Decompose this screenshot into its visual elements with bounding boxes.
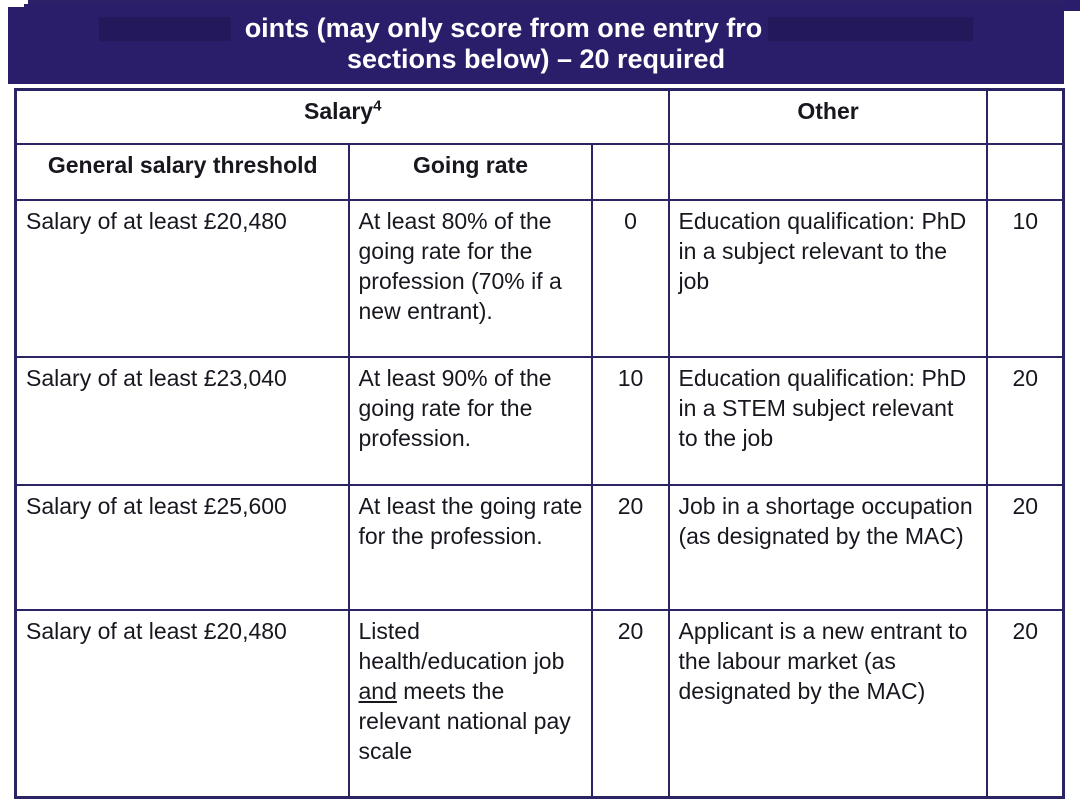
salary-group-header	[16, 90, 669, 144]
salary-points-cell: 10	[592, 357, 669, 485]
empty-header-cell	[987, 90, 1064, 144]
banner-title-text-1: oints (may only score from one entry fro	[244, 13, 763, 43]
scan-white-notch	[0, 0, 24, 7]
banner-line-1	[99, 13, 974, 44]
salary-header-label: Salary	[304, 98, 374, 124]
salary-points-cell: 20	[592, 610, 669, 798]
going-rate-cell: At least 90% of the going rate for the profession.	[349, 357, 592, 485]
banner-title-text-2: sections below) – 20 required	[346, 44, 726, 74]
table-row	[16, 200, 1064, 357]
general-salary-threshold-header: General salary threshold	[16, 144, 349, 200]
other-cell: Applicant is a new entrant to the labour market (as designated by the MAC)	[669, 610, 987, 798]
redacted-text-block	[768, 17, 973, 41]
table-subheader-row	[16, 144, 1064, 200]
going-rate-cell: At least 80% of the going rate for the profession (70% if a new entrant).	[349, 200, 592, 357]
table-group-header-row	[16, 90, 1064, 144]
empty-subheader-cell	[669, 144, 987, 200]
salary-footnote-marker: 4	[373, 97, 382, 115]
empty-subheader-cell	[987, 144, 1064, 200]
empty-subheader-cell	[592, 144, 669, 200]
going-rate-text-after: meets the relevant national pay scale	[358, 677, 571, 764]
section-title-banner	[8, 4, 1064, 84]
other-points-cell: 10	[987, 200, 1064, 357]
redacted-text-block	[99, 17, 231, 41]
other-cell: Education qualification: PhD in a STEM subject relevant to the job	[669, 357, 987, 485]
going-rate-header: Going rate	[349, 144, 592, 200]
salary-cell: Salary of at least £20,480	[16, 200, 349, 357]
salary-cell: Salary of at least £20,480	[16, 610, 349, 798]
salary-cell: Salary of at least £25,600	[16, 485, 349, 610]
salary-cell: Salary of at least £23,040	[16, 357, 349, 485]
table-row	[16, 610, 1064, 798]
other-points-cell: 20	[987, 357, 1064, 485]
going-rate-text-underlined: and	[358, 677, 397, 704]
going-rate-cell	[349, 610, 592, 798]
salary-points-cell: 20	[592, 485, 669, 610]
other-points-cell: 20	[987, 610, 1064, 798]
other-group-header: Other	[669, 90, 987, 144]
other-cell: Education qualification: PhD in a subject relevant to the job	[669, 200, 987, 357]
table-row	[16, 485, 1064, 610]
salary-points-cell: 0	[592, 200, 669, 357]
banner-line-2	[347, 44, 725, 75]
table-row	[16, 357, 1064, 485]
going-rate-cell: At least the going rate for the profession.	[349, 485, 592, 610]
other-cell: Job in a shortage occupation (as designated by the MAC)	[669, 485, 987, 610]
other-points-cell: 20	[987, 485, 1064, 610]
going-rate-text-before: Listed health/education job	[358, 617, 565, 674]
points-table	[14, 88, 1065, 799]
banner-corner-notch	[1062, 0, 1080, 11]
